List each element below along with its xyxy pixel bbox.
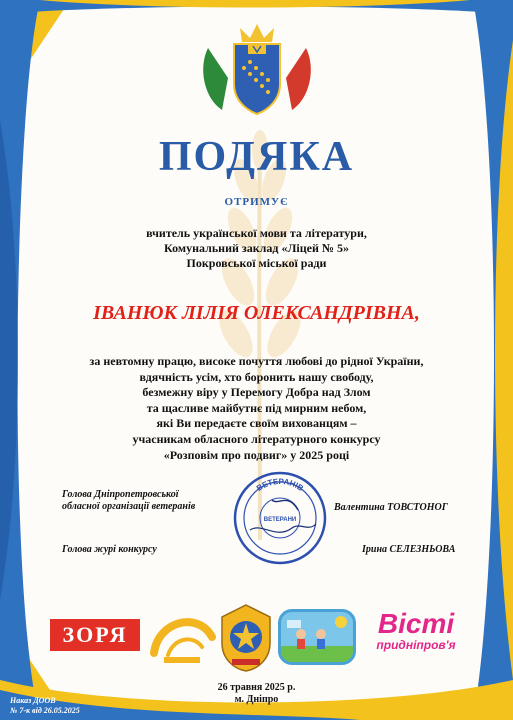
body-line: «Розповім про подвиг» у 2025 році bbox=[163, 447, 350, 462]
body-line: вдячність усім, хто боронить нашу свободу, bbox=[139, 369, 374, 384]
body-line: які Ви передаєте своїм вихованцям – bbox=[156, 416, 357, 431]
recipient-line: Покровської міської ради bbox=[186, 256, 327, 270]
svg-text:ВЕТЕРАНІВ bbox=[255, 477, 305, 493]
signatory-2-title: Голова журі конкурсу bbox=[62, 544, 157, 555]
body-line: безмежну віру у Перемогу Добра над Злом bbox=[142, 385, 371, 400]
receives-label: ОТРИМУЄ bbox=[224, 196, 289, 208]
signatory-2-name: Ірина СЕЛЕЗНЬОВА bbox=[362, 544, 456, 555]
order-reference bbox=[10, 696, 80, 716]
signatory-1-name: Валентина ТОВСТОНОГ bbox=[334, 502, 448, 513]
issue-date: 26 травня 2025 р. bbox=[217, 682, 296, 693]
body-line: та щасливе майбутнє під мирним небом, bbox=[146, 400, 367, 415]
children-drawing-logo bbox=[278, 609, 356, 665]
signatory-1-title-line: Голова Дніпропетровської bbox=[62, 489, 179, 500]
body-line: учасникам обласного літературного конкурсу bbox=[132, 431, 381, 446]
signatory-1-title-line: обласної організації ветеранів bbox=[62, 501, 196, 512]
stamp-arc-text: ВЕТЕРАНІВ bbox=[254, 476, 306, 493]
order-reference-line: № 7-к від 26.05.2025 bbox=[10, 706, 80, 715]
recipient-position-block bbox=[60, 226, 453, 271]
coat-of-arms-emblem bbox=[198, 18, 316, 118]
visti-logo-title: Вісті bbox=[377, 608, 455, 639]
children-drawing-icon bbox=[281, 612, 353, 662]
official-stamp bbox=[232, 470, 328, 566]
recipient-name: ІВАНЮК ЛІЛІЯ ОЛЕКСАНДРІВНА, bbox=[93, 302, 420, 324]
visti-logo-subtitle: придніпров'я bbox=[376, 638, 456, 652]
medal-emblem-logo bbox=[218, 603, 274, 673]
issue-place: м. Дніпро bbox=[234, 694, 279, 705]
certificate-title: ПОДЯКА bbox=[158, 134, 355, 180]
veterans-arc-logo bbox=[148, 607, 218, 667]
order-reference-line: Наказ ДООВ bbox=[10, 696, 56, 705]
visti-logo bbox=[366, 609, 466, 659]
gratitude-text-block bbox=[40, 354, 473, 463]
stamp-center-text: ВЕТЕРАНИ bbox=[263, 517, 297, 523]
body-line: за невтомну працю, високе почуття любові до рідної України, bbox=[89, 354, 424, 368]
recipient-line: вчитель української мови та літератури, bbox=[146, 226, 367, 240]
signatory-1-title bbox=[62, 489, 195, 513]
zorya-logo: ЗОРЯ bbox=[50, 619, 140, 651]
recipient-line: Комунальний заклад «Ліцей № 5» bbox=[164, 241, 349, 255]
partner-logos-row bbox=[48, 603, 468, 673]
